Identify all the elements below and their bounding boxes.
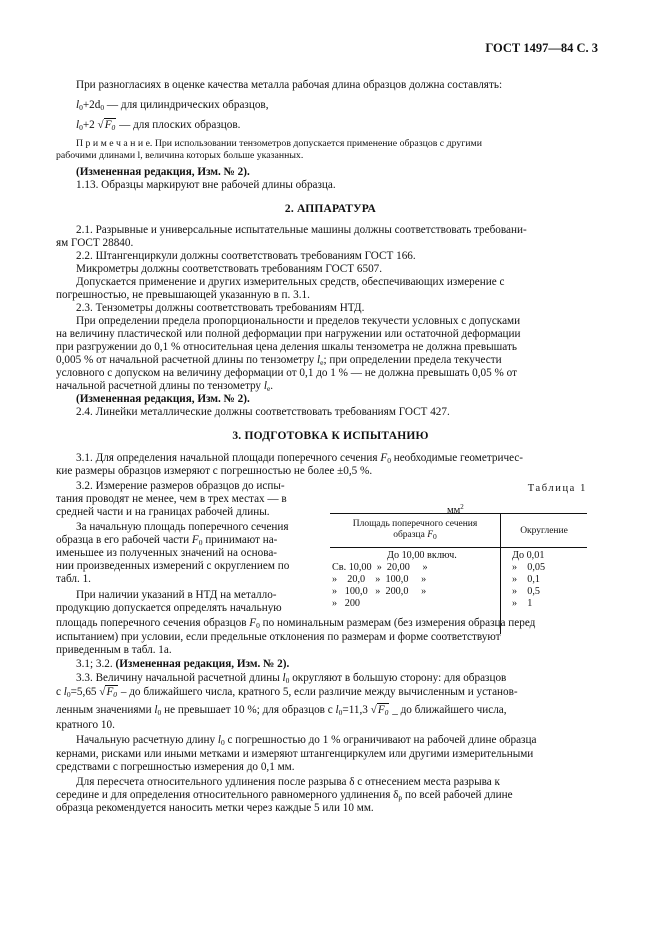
table-cell-area: » 200 (332, 598, 361, 609)
formula-cylindrical: $l_0+2d_0$ — для цилиндрических образцов, (76, 99, 269, 112)
paragraph: ям ГОСТ 28840. (56, 237, 134, 249)
note-line: П р и м е ч а н и е. При использовании тензометров допускается применение образцов с другими (76, 138, 482, 149)
paragraph: испытанием) при условии, если предельные отклонения по размерам и форме соответствуют (56, 631, 501, 643)
paragraph: 3.2. Измерение размеров образцов до испы- (76, 480, 285, 492)
paragraph: продукцию допускается определять начальную (56, 602, 282, 614)
paragraph: При определении предела пропорциональности и пределов текучести условных с допусками (76, 315, 521, 327)
table-header-rounding: Округление (520, 526, 568, 536)
paragraph: Для пересчета относительного удлинения после разрыва δ с отнесением места разрыва к (76, 776, 500, 788)
paragraph: 2.2. Штангенциркули должны соответствовать требованиям ГОСТ 166. (76, 250, 416, 262)
radicand: $F_0$ (104, 119, 116, 132)
section-title: 2. АППАРАТУРА (284, 203, 377, 215)
table-cell-rounding: » 0,5 (512, 586, 541, 597)
paragraph: с $l_0=5,65$ $√F_0$ – до ближайшего числа, кратного 5, если различие между вычисленным и установ- (56, 686, 518, 699)
table-cell-area: Св. 10,00 » 20,00 » (332, 562, 428, 573)
paragraph: Микрометры должны соответствовать требованиям ГОСТ 6507. (76, 263, 383, 275)
change-note: (Измененная редакция, Изм. № 2). (76, 393, 250, 405)
page-header: ГОСТ 1497—84 С. 3 (485, 41, 598, 55)
paragraph: 3.3. Величину начальной расчетной длины $l_0$ округляют в большую сторону: для образцов (76, 672, 507, 685)
paragraph: площадь поперечного сечения образцов $F_0$ по номинальным размерам (без измерения образца перед (56, 617, 536, 630)
paragraph: За начальную площадь поперечного сечения (76, 521, 289, 533)
paragraph: 2.4. Линейки металлические должны соответствовать требованиям ГОСТ 427. (76, 406, 450, 418)
paragraph: средствами с погрешностью измерения до 0,1 мм. (56, 761, 295, 773)
paragraph: табл. 1. (56, 573, 91, 585)
paragraph: При наличии указаний в НТД на металло- (76, 589, 277, 601)
paragraph: образца в его рабочей части $F_0$ принимают на- (56, 534, 278, 547)
change-note: 3.1; 3.2. (Измененная редакция, Изм. № 2). (76, 658, 290, 670)
paragraph: условного с допуском на величину деформации от 0,1 до 1 % — не должна превышать 0,05 % от (56, 367, 517, 379)
paragraph: Начальную расчетную длину $l_0$ с погрешностью до 1 % ограничивают на рабочей длине образца (76, 734, 537, 747)
paragraph: на величину пластической или полной деформации при нагружении или остаточной деформации (56, 328, 521, 340)
paragraph: образца рекомендуется наносить метки через каждые 5 или 10 мм. (56, 802, 374, 814)
formula-flat: $l_0+2$ $√F_0$ — для плоских образцов. (76, 119, 241, 132)
paragraph: 1.13. Образцы маркируют вне рабочей длины образца. (76, 179, 336, 191)
paragraph: кернами, рисками или иными метками и измеряют штангенциркулем или другими измерительными (56, 748, 534, 760)
paragraph: приведенным в табл. 1а. (56, 644, 172, 656)
table-cell-area: До 10,00 включ. (387, 550, 457, 561)
table-caption: Таблица 1 (527, 483, 587, 494)
paragraph: середине и для определения относительного равномерного удлинения $\delta_р$ по всей рабочей длине (56, 789, 513, 802)
note-line: рабочими длинами l, величина которых больше указанных. (56, 150, 304, 161)
paragraph: погрешностью, не превышающей указанную в п. 3.1. (56, 289, 310, 301)
change-note: (Измененная редакция, Изм. № 2). (76, 166, 250, 178)
table-cell-area: » 100,0 » 200,0 » (332, 586, 427, 597)
paragraph: ленным значениями $l_0$ не превышает 10 %; для образцов с $l_0=11,3$ $√F_0$ _ до ближайшего числа, (56, 704, 507, 717)
table-cell-rounding: » 0,1 (512, 574, 541, 585)
table-cell-rounding: » 1 (512, 598, 533, 609)
paragraph: именьшее из полученных значений на основа- (56, 547, 278, 559)
table-cell-rounding: » 0,05 (512, 562, 546, 573)
paragraph: При разногласиях в оценке качества металла рабочая длина образцов должна составлять: (76, 79, 503, 91)
table-rule (330, 547, 587, 548)
paragraph: при разгружении до 0,1 % относительная цена деления шкалы тензометра не должна превышать (56, 341, 517, 353)
table-cell-area: » 20,0 » 100,0 » (332, 574, 427, 585)
paragraph: 2.1. Разрывные и универсальные испытательные машины должны соответствовать требовани- (76, 224, 527, 236)
paragraph: 0,005 % от начальной расчетной длины по тензометру $l_e$; при определении предела текучести (56, 354, 502, 367)
paragraph: средней части и на границах рабочей длины. (56, 506, 270, 518)
paragraph: тания проводят не менее, чем в трех местах — в (56, 493, 287, 505)
paragraph: Допускается применение и других измерительных средств, обеспечивающих измерение с (76, 276, 505, 288)
section-title: 3. ПОДГОТОВКА К ИСПЫТАНИЮ (232, 430, 429, 442)
table-cell-rounding: До 0,01 (512, 550, 545, 561)
paragraph: 3.1. Для определения начальной площади поперечного сечения $F_0$ необходимые геометричес- (76, 452, 524, 465)
radicand: $F_0$ (377, 704, 389, 717)
paragraph: нии произведенных измерений с округлением по (56, 560, 290, 572)
table-unit: $мм^2$ (447, 503, 464, 516)
paragraph: кратного 10. (56, 719, 115, 731)
table-header-area: Площадь поперечного сечения образца $F_0$ (352, 519, 478, 541)
table-rule (330, 513, 587, 514)
radicand: $F_0$ (106, 686, 118, 699)
paragraph: 2.3. Тензометры должны соответствовать требованиям НТД. (76, 302, 365, 314)
paragraph: начальной расчетной длины по тензометру $l_e$. (56, 380, 274, 393)
paragraph: кие размеры образцов измеряют с погрешностью не более ±0,5 %. (56, 465, 373, 477)
